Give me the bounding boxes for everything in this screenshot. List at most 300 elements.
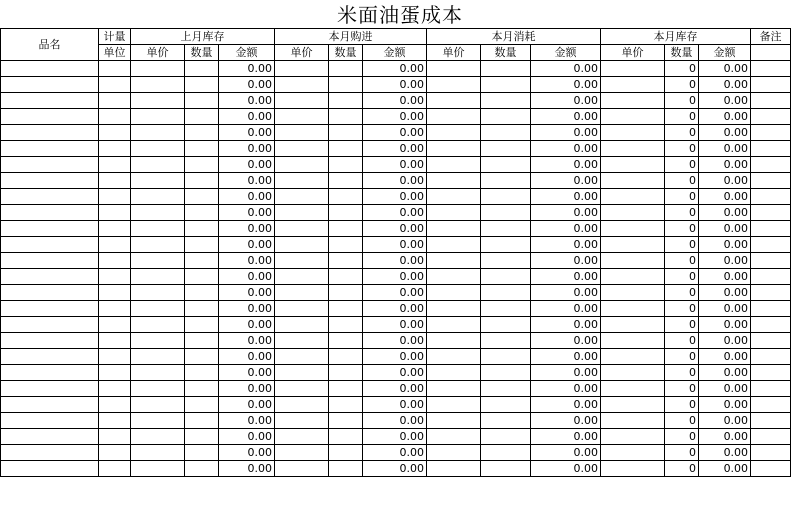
amount-cell[interactable]: 0.00 bbox=[699, 189, 751, 205]
price-cell[interactable] bbox=[427, 317, 481, 333]
price-cell[interactable] bbox=[601, 317, 665, 333]
qty-cell[interactable] bbox=[329, 205, 363, 221]
unit-cell[interactable] bbox=[99, 157, 131, 173]
price-cell[interactable] bbox=[131, 173, 185, 189]
name-cell[interactable] bbox=[1, 221, 99, 237]
price-cell[interactable] bbox=[427, 253, 481, 269]
price-cell[interactable] bbox=[275, 429, 329, 445]
qty-cell[interactable] bbox=[185, 365, 219, 381]
qty-cell[interactable] bbox=[329, 349, 363, 365]
unit-cell[interactable] bbox=[99, 365, 131, 381]
amount-cell[interactable]: 0.00 bbox=[363, 189, 427, 205]
name-cell[interactable] bbox=[1, 285, 99, 301]
remark-cell[interactable] bbox=[751, 317, 791, 333]
price-cell[interactable] bbox=[601, 221, 665, 237]
qty-cell[interactable]: 0 bbox=[665, 205, 699, 221]
price-cell[interactable] bbox=[427, 413, 481, 429]
qty-cell[interactable]: 0 bbox=[665, 365, 699, 381]
price-cell[interactable] bbox=[427, 189, 481, 205]
qty-cell[interactable] bbox=[329, 221, 363, 237]
price-cell[interactable] bbox=[275, 221, 329, 237]
qty-cell[interactable]: 0 bbox=[665, 125, 699, 141]
qty-cell[interactable] bbox=[185, 141, 219, 157]
price-cell[interactable] bbox=[131, 429, 185, 445]
amount-cell[interactable]: 0.00 bbox=[531, 221, 601, 237]
price-cell[interactable] bbox=[601, 253, 665, 269]
qty-cell[interactable] bbox=[481, 285, 531, 301]
amount-cell[interactable]: 0.00 bbox=[363, 381, 427, 397]
qty-cell[interactable] bbox=[329, 141, 363, 157]
qty-cell[interactable] bbox=[329, 173, 363, 189]
qty-cell[interactable] bbox=[185, 349, 219, 365]
remark-cell[interactable] bbox=[751, 413, 791, 429]
amount-cell[interactable]: 0.00 bbox=[363, 429, 427, 445]
amount-cell[interactable]: 0.00 bbox=[531, 397, 601, 413]
qty-cell[interactable] bbox=[329, 429, 363, 445]
qty-cell[interactable] bbox=[481, 381, 531, 397]
qty-cell[interactable]: 0 bbox=[665, 381, 699, 397]
qty-cell[interactable] bbox=[185, 413, 219, 429]
qty-cell[interactable]: 0 bbox=[665, 285, 699, 301]
qty-cell[interactable] bbox=[329, 365, 363, 381]
remark-cell[interactable] bbox=[751, 285, 791, 301]
qty-cell[interactable] bbox=[481, 141, 531, 157]
price-cell[interactable] bbox=[275, 269, 329, 285]
name-cell[interactable] bbox=[1, 125, 99, 141]
amount-cell[interactable]: 0.00 bbox=[363, 445, 427, 461]
amount-cell[interactable]: 0.00 bbox=[531, 109, 601, 125]
amount-cell[interactable]: 0.00 bbox=[363, 93, 427, 109]
price-cell[interactable] bbox=[275, 445, 329, 461]
remark-cell[interactable] bbox=[751, 349, 791, 365]
qty-cell[interactable] bbox=[185, 317, 219, 333]
amount-cell[interactable]: 0.00 bbox=[531, 237, 601, 253]
qty-cell[interactable] bbox=[185, 445, 219, 461]
unit-cell[interactable] bbox=[99, 445, 131, 461]
amount-cell[interactable]: 0.00 bbox=[699, 445, 751, 461]
unit-cell[interactable] bbox=[99, 413, 131, 429]
qty-cell[interactable] bbox=[329, 461, 363, 477]
qty-cell[interactable] bbox=[329, 77, 363, 93]
qty-cell[interactable] bbox=[481, 301, 531, 317]
name-cell[interactable] bbox=[1, 237, 99, 253]
amount-cell[interactable]: 0.00 bbox=[699, 333, 751, 349]
price-cell[interactable] bbox=[601, 429, 665, 445]
amount-cell[interactable]: 0.00 bbox=[699, 205, 751, 221]
unit-cell[interactable] bbox=[99, 141, 131, 157]
amount-cell[interactable]: 0.00 bbox=[699, 61, 751, 77]
amount-cell[interactable]: 0.00 bbox=[699, 365, 751, 381]
qty-cell[interactable] bbox=[185, 269, 219, 285]
price-cell[interactable] bbox=[275, 317, 329, 333]
amount-cell[interactable]: 0.00 bbox=[219, 301, 275, 317]
unit-cell[interactable] bbox=[99, 285, 131, 301]
name-cell[interactable] bbox=[1, 365, 99, 381]
price-cell[interactable] bbox=[427, 381, 481, 397]
qty-cell[interactable]: 0 bbox=[665, 349, 699, 365]
amount-cell[interactable]: 0.00 bbox=[363, 349, 427, 365]
price-cell[interactable] bbox=[601, 77, 665, 93]
qty-cell[interactable] bbox=[481, 413, 531, 429]
amount-cell[interactable]: 0.00 bbox=[219, 93, 275, 109]
amount-cell[interactable]: 0.00 bbox=[699, 301, 751, 317]
qty-cell[interactable] bbox=[481, 317, 531, 333]
qty-cell[interactable] bbox=[481, 365, 531, 381]
price-cell[interactable] bbox=[275, 141, 329, 157]
price-cell[interactable] bbox=[131, 269, 185, 285]
qty-cell[interactable]: 0 bbox=[665, 429, 699, 445]
qty-cell[interactable] bbox=[185, 189, 219, 205]
price-cell[interactable] bbox=[601, 461, 665, 477]
amount-cell[interactable]: 0.00 bbox=[219, 141, 275, 157]
price-cell[interactable] bbox=[427, 349, 481, 365]
name-cell[interactable] bbox=[1, 157, 99, 173]
unit-cell[interactable] bbox=[99, 381, 131, 397]
price-cell[interactable] bbox=[131, 317, 185, 333]
price-cell[interactable] bbox=[427, 237, 481, 253]
qty-cell[interactable] bbox=[185, 429, 219, 445]
qty-cell[interactable] bbox=[481, 461, 531, 477]
remark-cell[interactable] bbox=[751, 141, 791, 157]
qty-cell[interactable]: 0 bbox=[665, 141, 699, 157]
qty-cell[interactable] bbox=[329, 109, 363, 125]
price-cell[interactable] bbox=[275, 237, 329, 253]
price-cell[interactable] bbox=[275, 285, 329, 301]
qty-cell[interactable] bbox=[481, 397, 531, 413]
qty-cell[interactable]: 0 bbox=[665, 253, 699, 269]
amount-cell[interactable]: 0.00 bbox=[699, 413, 751, 429]
amount-cell[interactable]: 0.00 bbox=[363, 109, 427, 125]
amount-cell[interactable]: 0.00 bbox=[219, 109, 275, 125]
price-cell[interactable] bbox=[601, 397, 665, 413]
qty-cell[interactable] bbox=[329, 61, 363, 77]
amount-cell[interactable]: 0.00 bbox=[699, 237, 751, 253]
name-cell[interactable] bbox=[1, 429, 99, 445]
remark-cell[interactable] bbox=[751, 173, 791, 189]
price-cell[interactable] bbox=[601, 365, 665, 381]
amount-cell[interactable]: 0.00 bbox=[531, 141, 601, 157]
amount-cell[interactable]: 0.00 bbox=[219, 173, 275, 189]
amount-cell[interactable]: 0.00 bbox=[363, 253, 427, 269]
price-cell[interactable] bbox=[601, 349, 665, 365]
qty-cell[interactable] bbox=[329, 157, 363, 173]
qty-cell[interactable]: 0 bbox=[665, 93, 699, 109]
remark-cell[interactable] bbox=[751, 333, 791, 349]
qty-cell[interactable] bbox=[185, 397, 219, 413]
amount-cell[interactable]: 0.00 bbox=[363, 157, 427, 173]
amount-cell[interactable]: 0.00 bbox=[363, 301, 427, 317]
qty-cell[interactable]: 0 bbox=[665, 333, 699, 349]
amount-cell[interactable]: 0.00 bbox=[531, 253, 601, 269]
qty-cell[interactable]: 0 bbox=[665, 317, 699, 333]
unit-cell[interactable] bbox=[99, 429, 131, 445]
qty-cell[interactable] bbox=[185, 77, 219, 93]
amount-cell[interactable]: 0.00 bbox=[363, 61, 427, 77]
qty-cell[interactable] bbox=[329, 93, 363, 109]
price-cell[interactable] bbox=[275, 189, 329, 205]
qty-cell[interactable] bbox=[481, 109, 531, 125]
amount-cell[interactable]: 0.00 bbox=[699, 141, 751, 157]
amount-cell[interactable]: 0.00 bbox=[531, 61, 601, 77]
qty-cell[interactable] bbox=[481, 61, 531, 77]
amount-cell[interactable]: 0.00 bbox=[363, 269, 427, 285]
price-cell[interactable] bbox=[131, 365, 185, 381]
unit-cell[interactable] bbox=[99, 125, 131, 141]
price-cell[interactable] bbox=[601, 285, 665, 301]
qty-cell[interactable] bbox=[481, 237, 531, 253]
remark-cell[interactable] bbox=[751, 221, 791, 237]
price-cell[interactable] bbox=[275, 109, 329, 125]
amount-cell[interactable]: 0.00 bbox=[219, 317, 275, 333]
price-cell[interactable] bbox=[275, 205, 329, 221]
price-cell[interactable] bbox=[131, 397, 185, 413]
amount-cell[interactable]: 0.00 bbox=[531, 333, 601, 349]
qty-cell[interactable] bbox=[185, 173, 219, 189]
price-cell[interactable] bbox=[131, 125, 185, 141]
price-cell[interactable] bbox=[601, 413, 665, 429]
price-cell[interactable] bbox=[131, 301, 185, 317]
qty-cell[interactable] bbox=[481, 173, 531, 189]
amount-cell[interactable]: 0.00 bbox=[699, 157, 751, 173]
qty-cell[interactable] bbox=[185, 93, 219, 109]
price-cell[interactable] bbox=[427, 269, 481, 285]
unit-cell[interactable] bbox=[99, 221, 131, 237]
qty-cell[interactable] bbox=[185, 461, 219, 477]
amount-cell[interactable]: 0.00 bbox=[363, 205, 427, 221]
price-cell[interactable] bbox=[601, 205, 665, 221]
price-cell[interactable] bbox=[131, 93, 185, 109]
amount-cell[interactable]: 0.00 bbox=[219, 253, 275, 269]
price-cell[interactable] bbox=[131, 109, 185, 125]
remark-cell[interactable] bbox=[751, 189, 791, 205]
amount-cell[interactable]: 0.00 bbox=[531, 317, 601, 333]
price-cell[interactable] bbox=[275, 157, 329, 173]
amount-cell[interactable]: 0.00 bbox=[363, 365, 427, 381]
price-cell[interactable] bbox=[427, 301, 481, 317]
price-cell[interactable] bbox=[601, 189, 665, 205]
remark-cell[interactable] bbox=[751, 61, 791, 77]
remark-cell[interactable] bbox=[751, 205, 791, 221]
qty-cell[interactable] bbox=[185, 285, 219, 301]
amount-cell[interactable]: 0.00 bbox=[219, 461, 275, 477]
qty-cell[interactable] bbox=[329, 445, 363, 461]
amount-cell[interactable]: 0.00 bbox=[531, 445, 601, 461]
name-cell[interactable] bbox=[1, 93, 99, 109]
name-cell[interactable] bbox=[1, 253, 99, 269]
price-cell[interactable] bbox=[601, 237, 665, 253]
amount-cell[interactable]: 0.00 bbox=[699, 381, 751, 397]
remark-cell[interactable] bbox=[751, 77, 791, 93]
amount-cell[interactable]: 0.00 bbox=[531, 381, 601, 397]
remark-cell[interactable] bbox=[751, 253, 791, 269]
qty-cell[interactable] bbox=[329, 413, 363, 429]
qty-cell[interactable] bbox=[185, 381, 219, 397]
price-cell[interactable] bbox=[131, 189, 185, 205]
price-cell[interactable] bbox=[601, 269, 665, 285]
price-cell[interactable] bbox=[427, 173, 481, 189]
name-cell[interactable] bbox=[1, 173, 99, 189]
amount-cell[interactable]: 0.00 bbox=[219, 349, 275, 365]
amount-cell[interactable]: 0.00 bbox=[531, 461, 601, 477]
amount-cell[interactable]: 0.00 bbox=[699, 317, 751, 333]
remark-cell[interactable] bbox=[751, 429, 791, 445]
price-cell[interactable] bbox=[275, 397, 329, 413]
amount-cell[interactable]: 0.00 bbox=[699, 269, 751, 285]
amount-cell[interactable]: 0.00 bbox=[531, 77, 601, 93]
price-cell[interactable] bbox=[427, 109, 481, 125]
amount-cell[interactable]: 0.00 bbox=[363, 125, 427, 141]
price-cell[interactable] bbox=[601, 125, 665, 141]
amount-cell[interactable]: 0.00 bbox=[531, 157, 601, 173]
price-cell[interactable] bbox=[427, 429, 481, 445]
price-cell[interactable] bbox=[275, 461, 329, 477]
amount-cell[interactable]: 0.00 bbox=[219, 429, 275, 445]
price-cell[interactable] bbox=[131, 381, 185, 397]
price-cell[interactable] bbox=[275, 173, 329, 189]
price-cell[interactable] bbox=[131, 141, 185, 157]
amount-cell[interactable]: 0.00 bbox=[363, 413, 427, 429]
unit-cell[interactable] bbox=[99, 189, 131, 205]
price-cell[interactable] bbox=[275, 77, 329, 93]
qty-cell[interactable] bbox=[185, 109, 219, 125]
amount-cell[interactable]: 0.00 bbox=[363, 461, 427, 477]
amount-cell[interactable]: 0.00 bbox=[699, 253, 751, 269]
name-cell[interactable] bbox=[1, 141, 99, 157]
qty-cell[interactable]: 0 bbox=[665, 77, 699, 93]
amount-cell[interactable]: 0.00 bbox=[531, 285, 601, 301]
price-cell[interactable] bbox=[427, 141, 481, 157]
price-cell[interactable] bbox=[601, 61, 665, 77]
qty-cell[interactable] bbox=[481, 93, 531, 109]
qty-cell[interactable]: 0 bbox=[665, 445, 699, 461]
unit-cell[interactable] bbox=[99, 397, 131, 413]
price-cell[interactable] bbox=[427, 285, 481, 301]
price-cell[interactable] bbox=[427, 157, 481, 173]
amount-cell[interactable]: 0.00 bbox=[219, 237, 275, 253]
price-cell[interactable] bbox=[131, 157, 185, 173]
price-cell[interactable] bbox=[601, 141, 665, 157]
qty-cell[interactable] bbox=[481, 189, 531, 205]
remark-cell[interactable] bbox=[751, 269, 791, 285]
price-cell[interactable] bbox=[601, 109, 665, 125]
amount-cell[interactable]: 0.00 bbox=[219, 397, 275, 413]
amount-cell[interactable]: 0.00 bbox=[531, 365, 601, 381]
price-cell[interactable] bbox=[427, 333, 481, 349]
amount-cell[interactable]: 0.00 bbox=[363, 77, 427, 93]
name-cell[interactable] bbox=[1, 413, 99, 429]
price-cell[interactable] bbox=[131, 61, 185, 77]
qty-cell[interactable]: 0 bbox=[665, 269, 699, 285]
remark-cell[interactable] bbox=[751, 237, 791, 253]
amount-cell[interactable]: 0.00 bbox=[699, 173, 751, 189]
price-cell[interactable] bbox=[601, 173, 665, 189]
unit-cell[interactable] bbox=[99, 269, 131, 285]
amount-cell[interactable]: 0.00 bbox=[531, 429, 601, 445]
unit-cell[interactable] bbox=[99, 93, 131, 109]
amount-cell[interactable]: 0.00 bbox=[219, 381, 275, 397]
name-cell[interactable] bbox=[1, 445, 99, 461]
qty-cell[interactable] bbox=[481, 445, 531, 461]
name-cell[interactable] bbox=[1, 61, 99, 77]
qty-cell[interactable]: 0 bbox=[665, 157, 699, 173]
qty-cell[interactable]: 0 bbox=[665, 189, 699, 205]
price-cell[interactable] bbox=[427, 61, 481, 77]
amount-cell[interactable]: 0.00 bbox=[531, 173, 601, 189]
unit-cell[interactable] bbox=[99, 333, 131, 349]
price-cell[interactable] bbox=[601, 93, 665, 109]
price-cell[interactable] bbox=[131, 445, 185, 461]
amount-cell[interactable]: 0.00 bbox=[699, 93, 751, 109]
amount-cell[interactable]: 0.00 bbox=[699, 461, 751, 477]
qty-cell[interactable] bbox=[185, 301, 219, 317]
price-cell[interactable] bbox=[131, 333, 185, 349]
qty-cell[interactable] bbox=[329, 381, 363, 397]
qty-cell[interactable] bbox=[185, 157, 219, 173]
price-cell[interactable] bbox=[131, 349, 185, 365]
remark-cell[interactable] bbox=[751, 365, 791, 381]
unit-cell[interactable] bbox=[99, 301, 131, 317]
amount-cell[interactable]: 0.00 bbox=[699, 125, 751, 141]
qty-cell[interactable] bbox=[481, 221, 531, 237]
unit-cell[interactable] bbox=[99, 237, 131, 253]
price-cell[interactable] bbox=[427, 221, 481, 237]
amount-cell[interactable]: 0.00 bbox=[531, 125, 601, 141]
remark-cell[interactable] bbox=[751, 381, 791, 397]
name-cell[interactable] bbox=[1, 461, 99, 477]
unit-cell[interactable] bbox=[99, 109, 131, 125]
qty-cell[interactable]: 0 bbox=[665, 173, 699, 189]
name-cell[interactable] bbox=[1, 381, 99, 397]
price-cell[interactable] bbox=[275, 413, 329, 429]
price-cell[interactable] bbox=[427, 461, 481, 477]
amount-cell[interactable]: 0.00 bbox=[531, 301, 601, 317]
amount-cell[interactable]: 0.00 bbox=[219, 269, 275, 285]
qty-cell[interactable] bbox=[185, 237, 219, 253]
amount-cell[interactable]: 0.00 bbox=[363, 221, 427, 237]
amount-cell[interactable]: 0.00 bbox=[219, 365, 275, 381]
name-cell[interactable] bbox=[1, 317, 99, 333]
price-cell[interactable] bbox=[601, 333, 665, 349]
price-cell[interactable] bbox=[427, 397, 481, 413]
amount-cell[interactable]: 0.00 bbox=[531, 349, 601, 365]
price-cell[interactable] bbox=[601, 301, 665, 317]
qty-cell[interactable] bbox=[185, 125, 219, 141]
price-cell[interactable] bbox=[427, 77, 481, 93]
price-cell[interactable] bbox=[427, 365, 481, 381]
unit-cell[interactable] bbox=[99, 317, 131, 333]
unit-cell[interactable] bbox=[99, 253, 131, 269]
price-cell[interactable] bbox=[131, 253, 185, 269]
name-cell[interactable] bbox=[1, 269, 99, 285]
qty-cell[interactable] bbox=[481, 205, 531, 221]
name-cell[interactable] bbox=[1, 349, 99, 365]
amount-cell[interactable]: 0.00 bbox=[219, 189, 275, 205]
price-cell[interactable] bbox=[427, 93, 481, 109]
qty-cell[interactable] bbox=[481, 269, 531, 285]
price-cell[interactable] bbox=[131, 221, 185, 237]
amount-cell[interactable]: 0.00 bbox=[363, 285, 427, 301]
qty-cell[interactable] bbox=[329, 301, 363, 317]
unit-cell[interactable] bbox=[99, 173, 131, 189]
qty-cell[interactable] bbox=[329, 285, 363, 301]
amount-cell[interactable]: 0.00 bbox=[219, 205, 275, 221]
amount-cell[interactable]: 0.00 bbox=[363, 237, 427, 253]
price-cell[interactable] bbox=[131, 77, 185, 93]
qty-cell[interactable] bbox=[481, 349, 531, 365]
qty-cell[interactable] bbox=[185, 61, 219, 77]
price-cell[interactable] bbox=[131, 413, 185, 429]
amount-cell[interactable]: 0.00 bbox=[363, 141, 427, 157]
